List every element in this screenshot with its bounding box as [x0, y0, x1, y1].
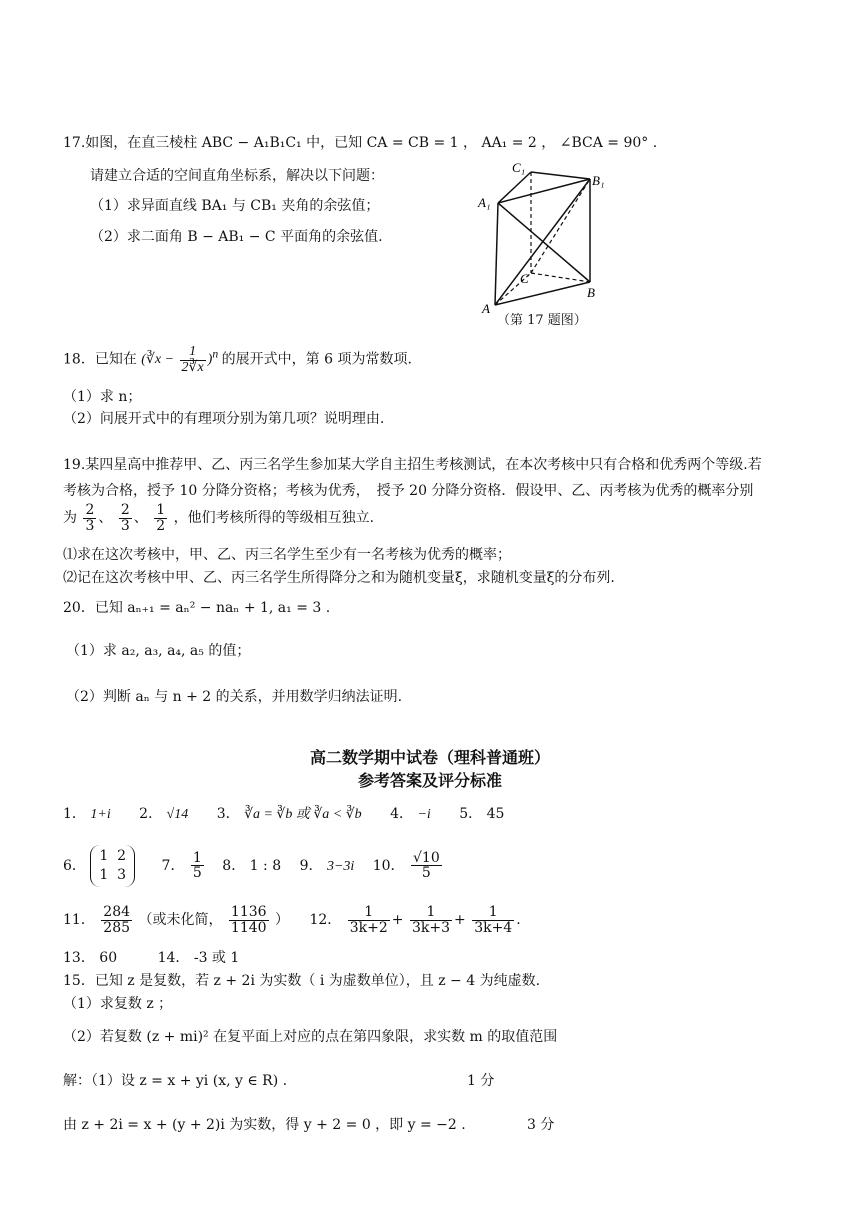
label-b1: B₁ [592, 173, 605, 188]
answers-row-4 [63, 950, 239, 967]
answer-label: 5． [459, 806, 483, 822]
q20-stem: 20．已知 aₙ₊₁ = aₙ² − naₙ + 1, a₁ = 3 . [63, 600, 331, 616]
q20-part1: （1）求 a₂, a₃, a₄, a₅ 的值； [66, 643, 251, 659]
q15-solution-1: 解：（1）设 z = x + yi (x, y ∈ R) . [63, 1073, 288, 1089]
q19-part1: ⑴求在这次考核中，甲、乙、丙三名学生至少有一名考核为优秀的概率； [63, 547, 511, 563]
answers-row-2: 6． 1 2 1 3 7． $\frac{1}{5}$ 8． 1 : 8 9． 3−3i 10． $\frac{√10}{5}$ [63, 845, 444, 887]
answer-label: 8． [222, 857, 246, 874]
matrix-answer: 1 2 1 3 [90, 845, 135, 887]
q18-expression: (∛x − $\frac{1}{2∛x}$ )$^n$ [141, 344, 219, 375]
answer-label: 3． [216, 806, 240, 822]
answer-label: 10． [372, 857, 405, 874]
answer-label: 2． [139, 806, 163, 822]
answer-value: -3 或 1 [193, 950, 240, 966]
answer-value: 45 [486, 806, 505, 822]
q15-part1: （1）求复数 z ； [63, 996, 173, 1012]
q17-prism-figure [470, 155, 620, 315]
q19-line3-pre: 为 [63, 510, 77, 527]
label-a: A [482, 301, 490, 315]
answer-value: 3−3i [326, 858, 355, 874]
answer-label: 1． [63, 806, 86, 822]
answer-label: 11． [63, 912, 95, 929]
answers-title: 高二数学期中试卷（理科普通班） [309, 748, 550, 767]
q17-part2: （2）求二面角 B − AB₁ − C 平面角的余弦值. [90, 229, 383, 245]
q19-line2: 考核为合格，授予 10 分降分资格；考核为优秀， 授予 20 分降分资格．假设甲、乙、丙考核为优秀的概率分别 [63, 483, 754, 499]
q19-part2: ⑵记在这次考核中甲、乙、丙三名学生所得降分之和为随机变量ξ，求随机变量ξ的分布列. [63, 570, 615, 586]
answer-label: 7． [161, 857, 185, 874]
q19-line1: 19.某四星高中推荐甲、乙、丙三名学生参加某大学自主招生考核测试，在本次考核中只有合格和优秀两个等级.若 [63, 457, 762, 473]
answers-subtitle: 参考答案及评分标准 [357, 771, 502, 790]
q18-part2: （2）问展开式中的有理项分别为第几项？说明理由. [63, 411, 385, 427]
label-b: B [587, 285, 595, 300]
answers-row-3: 11． $\frac{284}{285}$ （或未化简， $\frac{1136}{1140}$ ） 12． $\frac{1}{3k+2}$ + $\frac{1}{3k+3}$ + $\frac{1}{3k+4}$ . [63, 904, 521, 936]
answers-row-1 [63, 806, 504, 824]
answer-label: 12． [309, 912, 342, 929]
answer-label: 13． [63, 950, 95, 966]
answer-note-close: ） [275, 912, 290, 929]
q17-intro: 请建立合适的空间直角坐标系，解决以下问题： [90, 168, 384, 184]
q18-stem-post: 的展开式中，第 6 项为常数项. [221, 351, 412, 368]
q18-stem-pre: 18．已知在 [63, 351, 137, 368]
answer-value: ∛a = ∛b 或 ∛a < ∛b [244, 807, 362, 822]
q18-part1: （1）求 n； [63, 389, 142, 405]
label-a1: A₁ [478, 195, 491, 210]
q15-solution-2: 由 z + 2i = x + (y + 2)i 为实数，得 y + 2 = 0 ，即 y = −2 . [63, 1117, 466, 1133]
answer-value: −i [417, 807, 431, 822]
q15-stem: 15．已知 z 是复数，若 z + 2i 为实数（ i 为虚数单位），且 z − 4 为纯虚数. [63, 973, 541, 989]
answer-value: 60 [99, 950, 118, 966]
q15-part2: （2）若复数 (z + mi)² 在复平面上对应的点在第四象限，求实数 m 的取值范围 [63, 1029, 558, 1045]
q15-score-1: 1 分 [467, 1073, 495, 1089]
answer-value: 1+i [90, 807, 111, 822]
q20-part2: （2）判断 aₙ 与 n + 2 的关系，并用数学归纳法证明. [66, 689, 403, 705]
answer-label: 14． [157, 950, 190, 966]
q19-line3-post: ，他们考核所得的等级相互独立. [173, 510, 375, 527]
answer-value: √14 [166, 807, 189, 822]
answer-value: 1 : 8 [249, 857, 282, 874]
q18-stem [63, 345, 412, 375]
label-c: C [520, 271, 529, 286]
q17-figure-caption: （第 17 题图） [497, 313, 587, 328]
answer-label: 4． [390, 806, 414, 822]
label-c1: C₁ [512, 160, 526, 175]
q17-stem: 17.如图，在直三棱柱 ABC − A₁B₁C₁ 中，已知 CA = CB = 1 ， AA₁ = 2 ， ∠BCA = 90° . [63, 135, 658, 151]
q19-line3: 为 $\frac{2}{3}$ 、 $\frac{2}{3}$ 、 $\frac{1}{2}$ ，他们考核所得的等级相互独立. [63, 502, 375, 534]
answer-label: 9． [299, 857, 323, 874]
answer-note: （或未化简， [138, 912, 223, 929]
q17-part1: （1）求异面直线 BA₁ 与 CB₁ 夹角的余弦值； [90, 198, 380, 214]
answer-label: 6． [63, 857, 86, 874]
q15-score-2: 3 分 [527, 1117, 555, 1133]
